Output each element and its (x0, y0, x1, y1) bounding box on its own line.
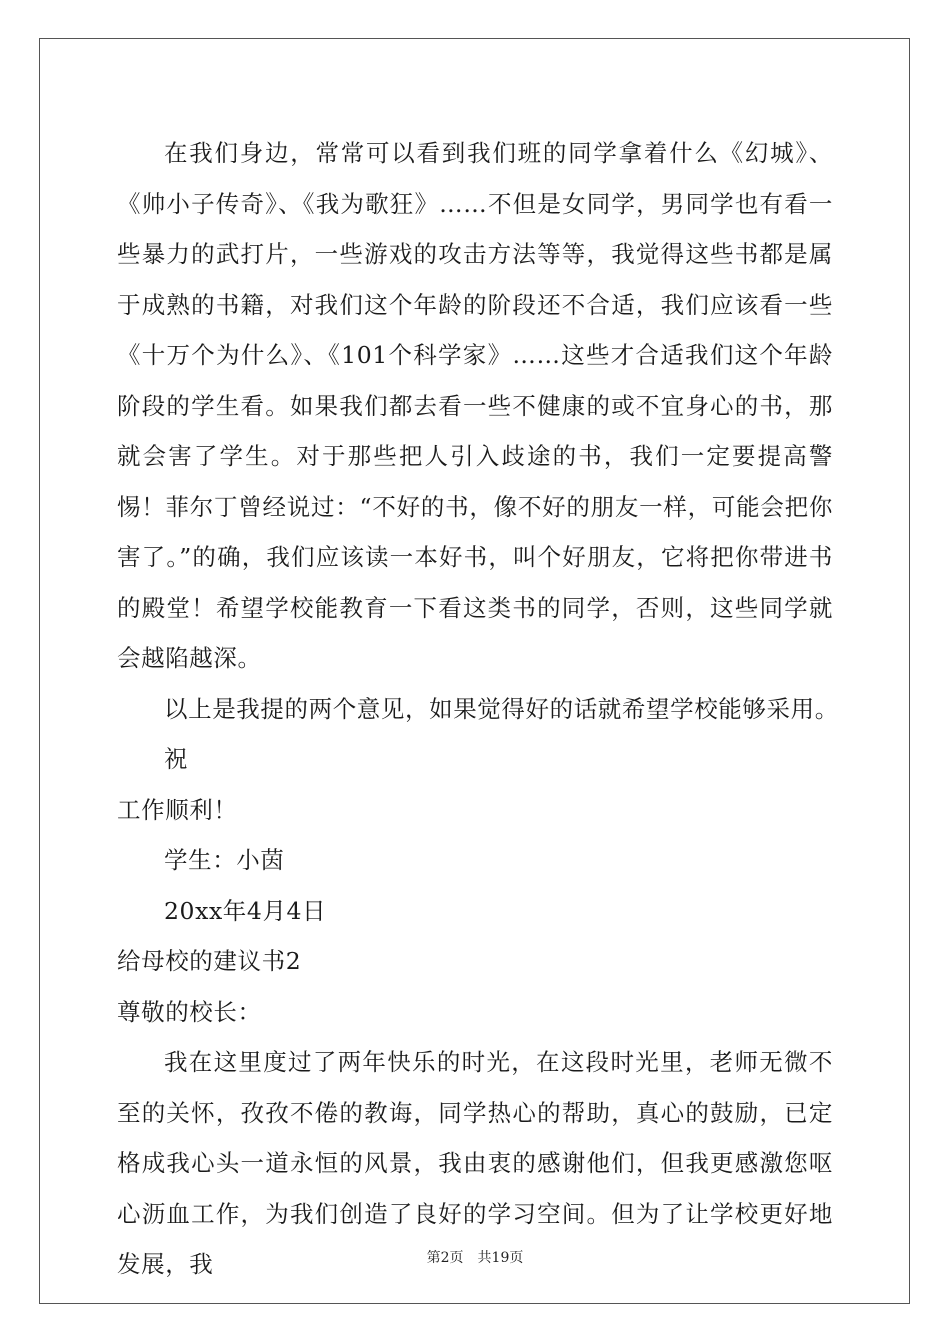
letter-greeting: 尊敬的校长： (117, 997, 262, 1026)
signature-student: 学生：小茵 (164, 846, 285, 874)
paragraph-closing-suggestion: 以上是我提的两个意见，如果觉得好的话就希望学校能够采用。 (164, 694, 839, 723)
page-footer (0, 1247, 950, 1267)
page-total: 共19页 (477, 1250, 524, 1266)
page-number: 第2页 (426, 1250, 464, 1266)
paragraph-gratitude: 我在这里度过了两年快乐的时光，在这段时光里，老师无微不至的关怀，孜孜不倦的教诲，同学热心的帮助，真心的鼓励，已定格成我心头一道永恒的风景，我由衷的感谢他们，但我更感激您呕心沥血工作，为我们创造了良好的学习空间。但为了让学校更好地发展，我 (117, 1048, 833, 1278)
document-body (117, 128, 839, 1290)
salutation-blessing: 工作顺利！ (117, 795, 238, 824)
section-title: 给母校的建议书2 (117, 947, 302, 975)
signature-date: 20xx年4月4日 (164, 896, 327, 925)
salutation-wish: 祝 (164, 745, 189, 773)
paragraph-book-concerns: 在我们身边，常常可以看到我们班的同学拿着什么《幻城》、《帅小子传奇》、《我为歌狂》……不但是女同学，男同学也有看一些暴力的武打片，一些游戏的攻击方法等等，我觉得这些书都是属于成熟的书籍，对我们这个年龄的阶段还不合适，我们应该看一些《十万个为什么》、《101个科学家》……这些才合适我们这个年龄阶段的学生看。如果我们都去看一些不健康的或不宜身心的书，那就会害了学生。对于那些把人引入歧途的书，我们一定要提高警惕！菲尔丁曾经说过：“不好的书，像不好的朋友一样，可能会把你害了。”的确，我们应该读一本好书，叫个好朋友，它将把你带进书的殿堂！希望学校能教育一下看这类书的同学，否则，这些同学就会越陷越深。 (117, 139, 833, 672)
